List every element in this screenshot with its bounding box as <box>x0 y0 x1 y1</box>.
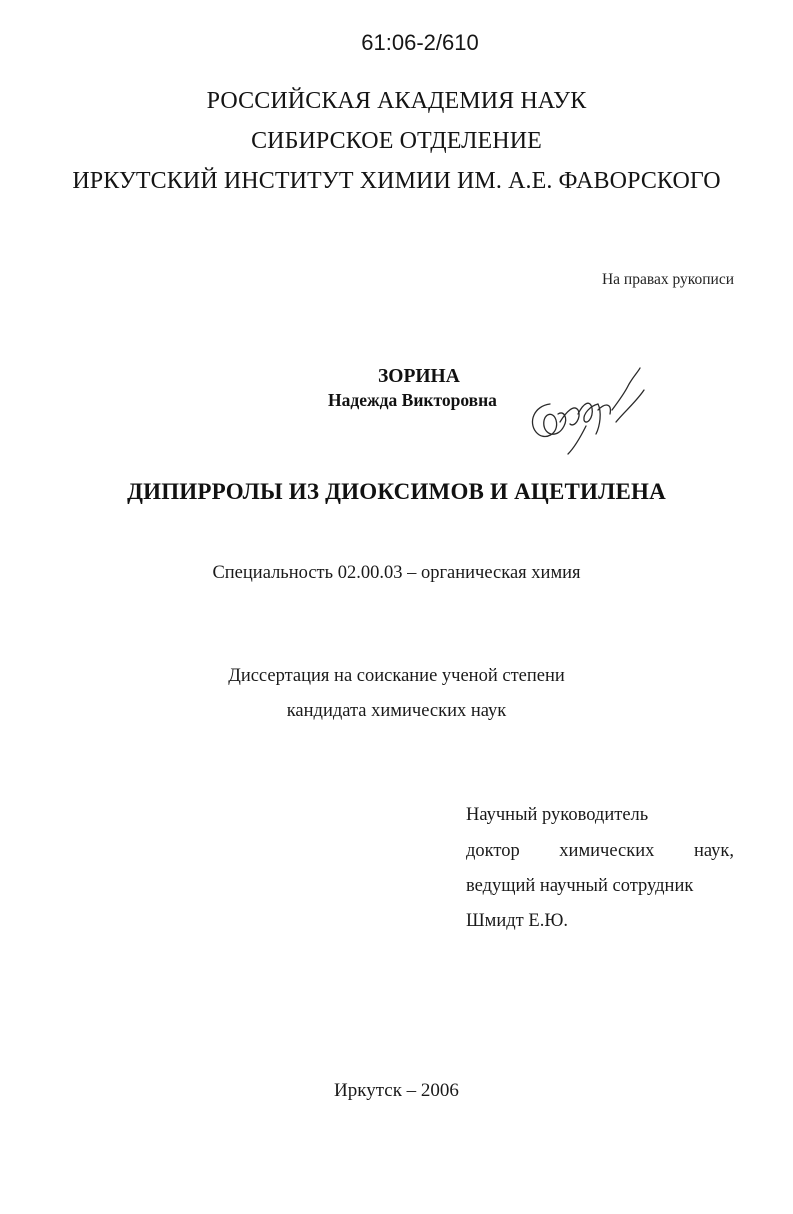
dissertation-title: ДИПИРРОЛЫ ИЗ ДИОКСИМОВ И АЦЕТИЛЕНА <box>127 479 666 504</box>
supervisor-degree-word: наук, <box>693 841 734 861</box>
catalog-number: 61:06-2/610 <box>361 30 479 55</box>
city-and-year: Иркутск – 2006 <box>334 1080 459 1101</box>
supervisor-degree <box>466 841 734 862</box>
supervisor-name: Шмидт Е.Ю. <box>466 911 568 931</box>
dissertation-degree-field: кандидата химических наук <box>286 701 507 721</box>
organization-line-institute: ИРКУТСКИЙ ИНСТИТУТ ХИМИИ ИМ. А.Е. ФАВОРСКОГО <box>72 168 721 194</box>
dissertation-degree-line: Диссертация на соискание ученой степени <box>228 666 565 686</box>
organization-line-academy: РОССИЙСКАЯ АКАДЕМИЯ НАУК <box>206 88 587 114</box>
supervisor-degree-word: доктор <box>466 841 520 861</box>
supervisor-degree-word: химических <box>559 841 655 861</box>
author-given-names: Надежда Викторовна <box>328 390 497 410</box>
author-surname: ЗОРИНА <box>378 366 460 387</box>
author-signature <box>520 364 655 456</box>
manuscript-rights-note: На правах рукописи <box>601 271 734 288</box>
specialty-line: Специальность 02.00.03 – органическая химия <box>212 563 581 583</box>
supervisor-position: ведущий научный сотрудник <box>466 876 694 896</box>
organization-line-branch: СИБИРСКОЕ ОТДЕЛЕНИЕ <box>251 128 542 154</box>
supervisor-role: Научный руководитель <box>466 805 649 825</box>
